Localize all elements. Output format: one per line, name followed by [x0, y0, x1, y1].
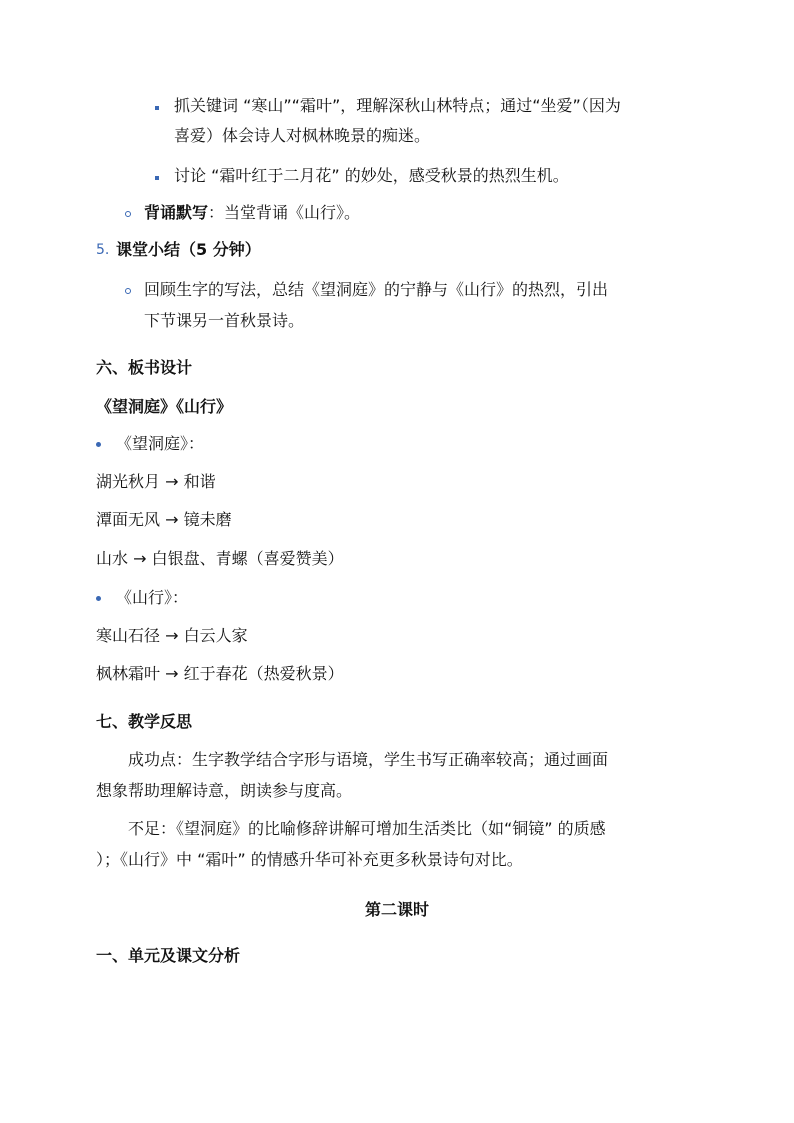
paragraph-line: 成功点：生字教学结合字形与语境，学生书写正确率较高；通过画面	[128, 750, 609, 769]
section-heading: 一、单元及课文分析	[96, 946, 241, 965]
circle-bullet-icon	[125, 288, 131, 294]
section-heading: 七、教学反思	[96, 712, 193, 731]
list-number: 5.	[96, 242, 110, 258]
section-heading: 六、板书设计	[96, 358, 193, 377]
paragraph-line: 想象帮助理解诗意，朗读参与度高。	[96, 781, 353, 800]
board-line: 寒山石径 → 白云人家	[96, 626, 248, 645]
circle-bullet-icon	[125, 211, 131, 217]
board-line: 潭面无风 → 镜未磨	[96, 510, 232, 529]
list-item	[144, 201, 360, 225]
list-item: 讨论 “霜叶红于二月花” 的妙处，感受秋景的热烈生机。	[174, 166, 569, 185]
list-item: 抓关键词 “寒山”“霜叶”，理解深秋山林特点；通过“坐爱”（因为	[174, 96, 621, 115]
paragraph-line: 不足：《望洞庭》的比喻修辞讲解可增加生活类比（如“铜镜” 的质感	[128, 819, 606, 838]
board-line: 湖光秋月 → 和谐	[96, 472, 216, 491]
dot-bullet-icon	[96, 442, 101, 447]
list-item: 《望洞庭》：	[116, 434, 205, 453]
item-text: ：当堂背诵《山行》。	[208, 203, 361, 222]
paragraph-line: ）；《山行》中 “霜叶” 的情感升华可补充更多秋景诗句对比。	[96, 850, 523, 869]
board-line: 枫林霜叶 → 红于春花（热爱秋景）	[96, 664, 344, 683]
list-item-continuation: 喜爱）体会诗人对枫林晚景的痴迷。	[174, 126, 431, 145]
list-item-continuation: 下节课另一首秋景诗。	[144, 311, 305, 330]
lesson-title: 第二课时	[364, 900, 429, 919]
square-bullet-icon	[155, 176, 159, 180]
list-item: 回顾生字的写法，总结《望洞庭》的宁静与《山行》的热烈，引出	[144, 280, 609, 299]
board-line: 山水 → 白银盘、青螺（喜爱赞美）	[96, 549, 344, 568]
board-title: 《望洞庭》《山行》	[96, 397, 233, 416]
section-item-title: 课堂小结（5 分钟）	[116, 240, 261, 259]
list-item: 《山行》：	[116, 588, 189, 607]
item-label: 背诵默写	[144, 203, 209, 222]
square-bullet-icon	[155, 106, 159, 110]
dot-bullet-icon	[96, 596, 101, 601]
